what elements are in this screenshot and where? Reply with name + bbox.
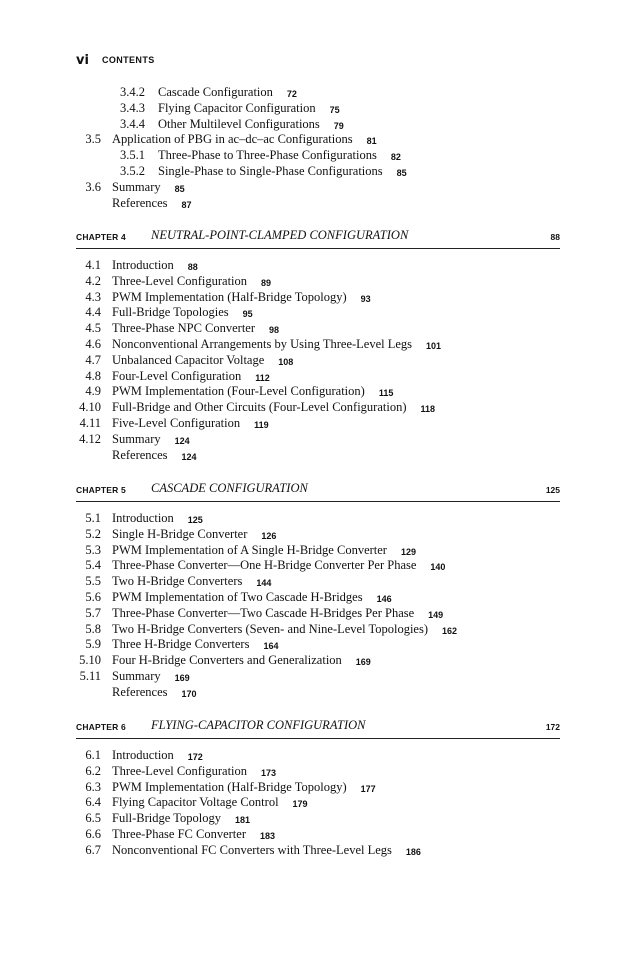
toc-entry	[0, 195, 638, 211]
entry-number: 5.2	[85, 526, 101, 541]
chapter-label: CHAPTER 6	[76, 722, 126, 732]
entry-page: 87	[181, 199, 192, 210]
toc-entry	[0, 163, 638, 179]
toc-entry	[0, 336, 638, 352]
entry-title	[112, 431, 190, 448]
entry-title-text: Four H-Bridge Converters and Generalization	[112, 653, 342, 668]
toc-entry	[0, 557, 638, 573]
entry-page: 140	[430, 562, 446, 573]
entry-title	[112, 383, 393, 400]
chapter-heading	[76, 479, 560, 502]
entry-title-text: Summary	[112, 669, 161, 683]
entry-title	[112, 131, 377, 148]
entry-title-text: Four-Level Configuration	[112, 368, 242, 383]
entry-title	[158, 163, 407, 180]
entry-page: 93	[360, 293, 371, 304]
entry-number: 5.3	[85, 542, 101, 557]
entry-title-text: References	[112, 447, 168, 462]
entry-number: 3.4.2	[120, 85, 145, 99]
running-title: CONTENTS	[101, 55, 155, 65]
toc-entry	[0, 779, 638, 795]
entry-title	[112, 573, 271, 590]
entry-title	[112, 747, 203, 764]
entry-number: 5.5	[85, 574, 101, 589]
entry-title	[112, 779, 376, 796]
entry-page: 177	[360, 783, 376, 794]
chapter-title: CASCADE CONFIGURATION	[151, 481, 308, 495]
chapter-label: CHAPTER 5	[76, 485, 126, 495]
toc-entry	[0, 289, 638, 305]
entry-title	[112, 763, 276, 780]
entry-title	[112, 526, 276, 543]
toc-entry	[0, 747, 638, 763]
entry-title	[112, 273, 271, 290]
toc-entry	[0, 415, 638, 431]
entry-title-text: Full-Bridge and Other Circuits (Four-Level Configuration)	[112, 400, 407, 415]
entry-title-text: Nonconventional FC Converters with Three-Level Legs	[112, 842, 392, 857]
entry-page: 129	[400, 546, 416, 557]
entry-page: 101	[426, 341, 442, 351]
entry-title-text: Introduction	[112, 748, 174, 762]
entry-title-text: Five-Level Configuration	[112, 416, 241, 430]
entry-number: 4.12	[79, 431, 101, 446]
entry-title-text: Three-Phase to Three-Phase Configurations	[158, 148, 377, 163]
entry-title	[112, 557, 445, 574]
entry-page: 119	[254, 420, 269, 430]
chapter-heading	[76, 226, 560, 249]
entry-title-text: Summary	[112, 431, 161, 446]
entry-number: 5.11	[79, 669, 101, 683]
toc-entry	[0, 147, 638, 163]
entry-title	[112, 368, 270, 385]
entry-title	[112, 195, 192, 212]
entry-page: 146	[376, 594, 392, 604]
entry-title	[158, 84, 297, 101]
entry-number: 4.2	[85, 273, 101, 288]
entry-title-text: Three-Phase FC Converter	[112, 827, 246, 841]
chapter-page: 88	[550, 232, 560, 242]
toc-entry	[0, 304, 638, 320]
entry-page: 79	[333, 120, 344, 131]
entry-title	[158, 147, 401, 164]
entry-page: 169	[355, 657, 371, 668]
toc-entry	[0, 526, 638, 542]
toc-entry	[0, 510, 638, 526]
entry-title-text: Three-Level Configuration	[112, 763, 248, 778]
entry-number: 5.8	[85, 621, 101, 636]
entry-page: 81	[366, 136, 377, 147]
entry-number: 3.6	[85, 179, 101, 194]
toc-entry	[0, 320, 638, 336]
toc-entry	[0, 621, 638, 637]
entry-page: 88	[187, 262, 198, 272]
entry-title	[112, 304, 253, 321]
entry-number: 6.1	[85, 748, 101, 762]
entry-page: 186	[405, 846, 421, 857]
entry-title	[112, 510, 203, 527]
entry-page: 112	[255, 372, 270, 383]
entry-page: 108	[278, 356, 294, 367]
entry-title-text: PWM Implementation of A Single H-Bridge Converter	[112, 542, 387, 557]
entry-page: 75	[329, 104, 340, 115]
entry-title-text: Flying Capacitor Voltage Control	[112, 795, 279, 810]
toc-entry	[0, 605, 638, 621]
toc-entry	[0, 131, 638, 147]
entry-page: 72	[286, 89, 297, 99]
entry-page: 170	[181, 688, 197, 699]
entry-title-text: Introduction	[112, 258, 174, 272]
entry-number: 4.5	[85, 321, 101, 336]
entry-title-text: Full-Bridge Topologies	[112, 305, 229, 320]
toc-entry	[0, 100, 638, 116]
entry-title-text: Three H-Bridge Converters	[112, 637, 250, 652]
entry-number: 6.7	[85, 842, 101, 857]
entry-number: 3.5.1	[120, 148, 145, 163]
chapter-label: CHAPTER 4	[76, 232, 126, 242]
toc-entry	[0, 636, 638, 652]
toc-entry	[0, 84, 638, 100]
entry-number: 3.4.4	[120, 116, 145, 131]
entry-number: 4.1	[85, 258, 101, 272]
entry-title-text: Single-Phase to Single-Phase Configurations	[158, 164, 383, 178]
toc-entry	[0, 842, 638, 858]
toc-entry	[0, 116, 638, 132]
entry-title	[112, 810, 250, 827]
toc-entry	[0, 352, 638, 368]
toc-entry	[0, 383, 638, 399]
entry-title-text: Single H-Bridge Converter	[112, 526, 248, 541]
toc-entry	[0, 684, 638, 700]
entry-number: 4.4	[85, 305, 101, 320]
entry-page: 85	[396, 168, 407, 178]
entry-page: 162	[442, 625, 458, 636]
entry-title-text: PWM Implementation (Half-Bridge Topology)	[112, 289, 347, 304]
toc-entry	[0, 179, 638, 195]
entry-title	[112, 589, 392, 606]
entry-title	[112, 336, 441, 353]
entry-title-text: Three-Phase NPC Converter	[112, 321, 256, 336]
entry-number: 5.9	[85, 637, 101, 652]
chapter-page: 125	[545, 485, 560, 495]
entry-number: 5.7	[85, 605, 101, 620]
entry-page: 183	[260, 831, 276, 841]
entry-page: 173	[261, 767, 277, 778]
entry-number: 6.5	[85, 811, 101, 826]
toc-entry	[0, 431, 638, 447]
entry-title-text: References	[112, 195, 168, 210]
entry-page: 126	[261, 530, 277, 541]
chapter-title: FLYING-CAPACITOR CONFIGURATION	[151, 718, 366, 732]
entry-title-text: Summary	[112, 179, 161, 194]
toc-entry	[0, 573, 638, 589]
entry-page: 89	[261, 277, 272, 288]
entry-page: 124	[181, 451, 197, 462]
entry-number: 4.3	[85, 289, 101, 304]
entry-page: 85	[174, 183, 185, 194]
entry-number: 6.6	[85, 827, 101, 841]
entry-number: 4.9	[85, 384, 101, 399]
entry-title-text: PWM Implementation (Half-Bridge Topology)	[112, 779, 347, 794]
entry-title	[112, 257, 198, 274]
entry-page: 95	[242, 309, 253, 320]
entry-title	[112, 826, 275, 843]
entry-title-text: Two H-Bridge Converters	[112, 574, 243, 589]
entry-page: 172	[187, 752, 203, 762]
entry-title	[112, 415, 269, 432]
entry-title-text: Other Multilevel Configurations	[158, 116, 320, 131]
toc-entry	[0, 399, 638, 415]
running-head	[76, 51, 155, 71]
entry-number: 5.10	[79, 653, 101, 668]
entry-page: 149	[428, 609, 444, 620]
entry-number: 4.8	[85, 368, 101, 383]
entry-page: 169	[174, 673, 190, 683]
entry-page: 125	[187, 515, 203, 525]
toc-entry	[0, 257, 638, 273]
toc-entry	[0, 589, 638, 605]
entry-title-text: PWM Implementation (Four-Level Configuration)	[112, 384, 365, 399]
entry-title	[112, 320, 279, 337]
entry-page: 118	[420, 404, 436, 415]
entry-page: 115	[378, 388, 394, 399]
entry-title-text: Three-Phase Converter—Two Cascade H-Bridges Per Phase	[112, 605, 415, 620]
entry-page: 144	[256, 578, 272, 589]
entry-title	[158, 100, 340, 117]
entry-title-text: Introduction	[112, 511, 174, 525]
entry-title-text: PWM Implementation of Two Cascade H-Bridges	[112, 590, 363, 604]
entry-number: 5.1	[85, 511, 101, 525]
toc-entry	[0, 273, 638, 289]
entry-page: 124	[174, 435, 190, 446]
page-number: vi	[76, 53, 89, 68]
entry-title-text: Flying Capacitor Configuration	[158, 100, 316, 115]
entry-title	[112, 542, 416, 559]
entry-number: 6.3	[85, 779, 101, 794]
entry-title	[112, 652, 371, 669]
entry-title	[112, 179, 185, 196]
entry-number: 5.6	[85, 590, 101, 604]
toc-entry	[0, 794, 638, 810]
entry-title	[112, 794, 308, 811]
toc-entry	[0, 368, 638, 384]
entry-title-text: Nonconventional Arrangements by Using Three-Level Legs	[112, 337, 413, 351]
entry-page: 181	[234, 815, 250, 826]
entry-page: 179	[292, 799, 308, 810]
entry-number: 3.5.2	[120, 164, 145, 178]
toc-entry	[0, 810, 638, 826]
entry-number: 6.4	[85, 795, 101, 810]
toc-entry	[0, 652, 638, 668]
entry-title-text: Application of PBG in ac–dc–ac Configurations	[112, 132, 353, 147]
toc-entry	[0, 763, 638, 779]
entry-title-text: References	[112, 684, 168, 699]
entry-number: 3.4.3	[120, 100, 145, 115]
entry-title-text: Full-Bridge Topology	[112, 811, 221, 826]
entry-title	[112, 352, 293, 369]
entry-number: 4.10	[79, 400, 101, 415]
toc-entry	[0, 447, 638, 463]
entry-page: 164	[263, 641, 279, 652]
entry-title	[112, 447, 197, 464]
entry-page: 98	[269, 325, 280, 336]
entry-page: 82	[390, 152, 401, 163]
entry-number: 5.4	[85, 558, 101, 573]
chapter-title: NEUTRAL-POINT-CLAMPED CONFIGURATION	[151, 228, 409, 242]
entry-number: 4.6	[85, 337, 101, 351]
entry-title	[112, 842, 421, 859]
entry-title-text: Three-Phase Converter—One H-Bridge Converter Per Phase	[112, 558, 417, 573]
entry-title	[112, 399, 435, 416]
toc-entry	[0, 668, 638, 684]
entry-title	[112, 684, 197, 701]
toc-entry	[0, 542, 638, 558]
entry-title	[112, 621, 457, 638]
entry-title-text: Cascade Configuration	[158, 85, 273, 99]
entry-number: 4.11	[79, 416, 101, 430]
entry-title-text: Three-Level Configuration	[112, 273, 248, 288]
entry-title	[112, 668, 190, 685]
entry-number: 6.2	[85, 763, 101, 778]
entry-number: 4.7	[85, 352, 101, 367]
entry-title	[158, 116, 344, 133]
entry-title-text: Two H-Bridge Converters (Seven- and Nine-Level Topologies)	[112, 621, 428, 636]
chapter-page: 172	[545, 722, 560, 732]
entry-title	[112, 636, 278, 653]
toc-entry	[0, 826, 638, 842]
entry-title	[112, 289, 371, 306]
chapter-heading	[76, 716, 560, 739]
entry-number: 3.5	[85, 132, 101, 147]
entry-title	[112, 605, 443, 622]
entry-title-text: Unbalanced Capacitor Voltage	[112, 352, 265, 367]
